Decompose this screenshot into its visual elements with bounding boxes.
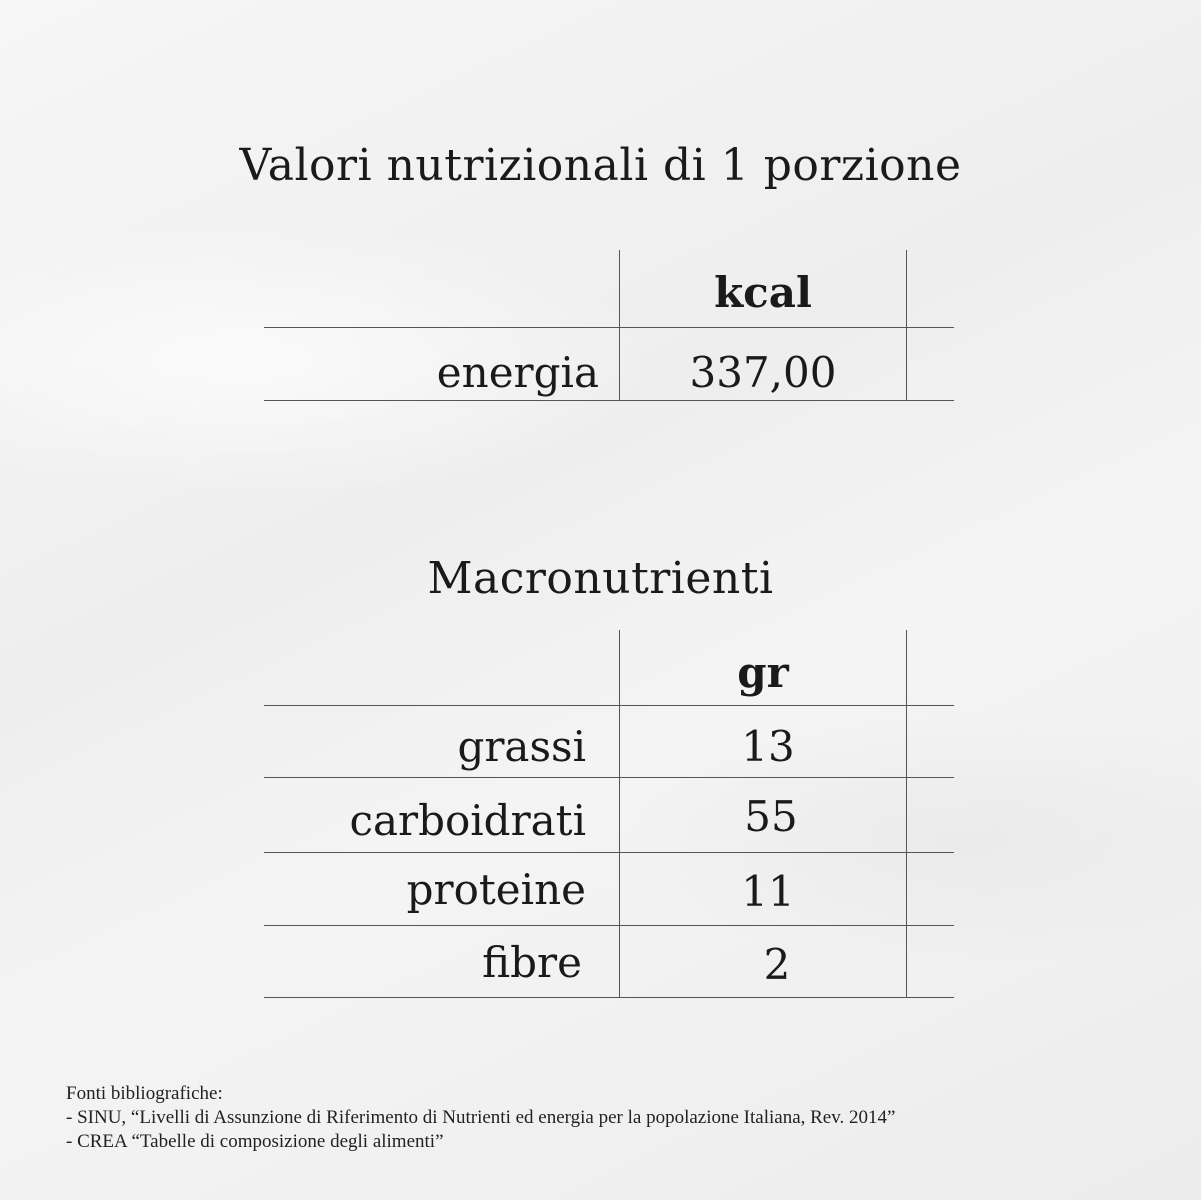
macro-row-label: fibre [482,938,582,987]
macro-table-bottom-rule [264,997,954,998]
macro-row-label: grassi [457,722,586,771]
macro-table-row-rule [264,852,954,853]
energy-section-title: Valori nutrizionali di 1 porzione [239,140,962,191]
energy-row-value: 337,00 [689,348,837,397]
bibliography [66,1082,895,1154]
bibliography-source: - CREA “Tabelle di composizione degli alimenti” [66,1131,444,1152]
energy-table-divider-right [906,250,907,401]
macro-row-value: 2 [763,940,791,989]
macro-section-title: Macronutrienti [427,553,774,604]
macro-row-value: 11 [741,867,795,916]
macro-row-value: 55 [744,792,798,841]
bibliography-source: - SINU, “Livelli di Assunzione di Riferimento di Nutrienti ed energia per la popolazione Italiana, Rev. 2014” [66,1107,896,1128]
macro-row-label: carboidrati [349,796,586,845]
macro-row-value: 13 [741,722,795,771]
energy-table-header-rule [264,327,954,328]
macro-unit-header: gr [737,648,789,697]
macro-row-label: proteine [406,865,586,914]
macro-table-row-rule [264,925,954,926]
energy-table-bottom-rule [264,400,954,401]
bibliography-heading: Fonti bibliografiche: [66,1083,223,1104]
macro-table-row-rule [264,777,954,778]
energy-unit-header: kcal [714,268,812,317]
energy-row-label: energia [436,348,599,397]
macro-table-header-rule [264,705,954,706]
